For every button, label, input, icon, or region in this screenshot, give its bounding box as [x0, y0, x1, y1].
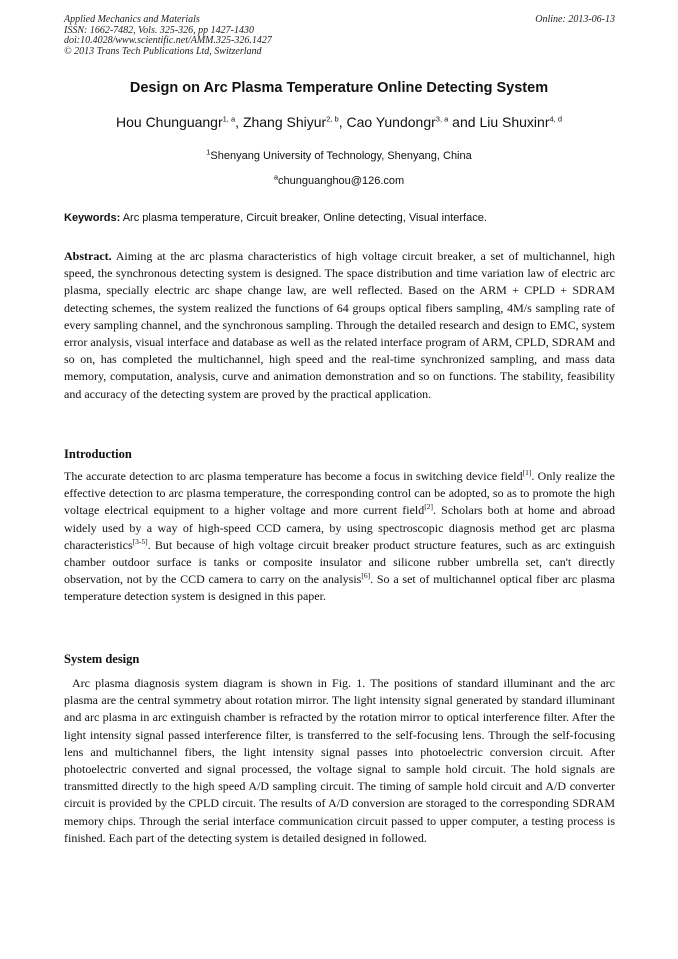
author-affiliation-mark: 3, a: [435, 114, 449, 124]
intro-text: The accurate detection to arc plasma temperature has become a focus in switching device field: [64, 469, 523, 483]
citation: [6]: [361, 571, 371, 581]
author-separator: and: [448, 114, 480, 130]
abstract-text: Aiming at the arc plasma characteristics of high voltage circuit breaker, a set of multichannel, high speed, the synchronous detecting system is designed. The space distribution and time variation law of electric arc plasma, specially electric arc shape change law, are well reflected. Based on the ARM + CPLD + SDRAM detecting schemes, the system realized the functions of 64 groups optical fibers sampling, 4M/s sampling rate of every sampling channel, and the synchronous sampling. Through the detailed research and design to EMC, system error analysis, visual interface and database as well as the related interface program of ARM, CPLD, SDRAM and so on, has completed the multichannel, high speed and the real-time synchronized sampling, and mass data memory, computation, analysis, curve and animation demonstration and so on functions. The stability, feasibility and accuracy of the detecting system are proved by the practical application.: [64, 249, 615, 401]
keywords: [64, 212, 615, 224]
author-separator: ,: [338, 114, 347, 130]
author-list: [0, 114, 678, 130]
system-design-paragraph: Arc plasma diagnosis system diagram is shown in Fig. 1. The positions of standard illuminant and the arc plasma are the central symmetry about rotation mirror. The light intensity signal generated by standard illuminant and arc plasma in arc extinguish chamber is refracted by the rotation mirror to optical interference filter. After the light intensity signal passed interference filter, is transferred to the self-focusing lens. Through the self-focusing lens and multichannel fibers, the light intensity signal passes into photoelectric conversion circuit. After photoelectric converted and signal processed, the voltage signal to sample hold circuit. The hold signals are transmitted directly to the high speed A/D sampling circuit. The timing of sample hold circuit and A/D converter circuit is provided by the CPLD circuit. The results of A/D conversion are storaged to the corresponding SDRAM memory chips. Through the serial interface communication circuit passed to upper computer, a testing process is finished. Each part of the detecting system is detailed designed in followed.: [64, 676, 615, 845]
affiliation-mark: 1: [206, 147, 211, 157]
author-affiliation-mark: 4, d: [549, 114, 562, 124]
keywords-text: Arc plasma temperature, Circuit breaker, Online detecting, Visual interface.: [122, 212, 487, 224]
intro-text: . But because of high voltage circuit breaker product structure features, such as arc extinguish chamber outdoor surface is tanks or composite insulator and silicone rubber umbrella set, can't directly observation, not by the CCD camera to carry on the analysis: [64, 537, 615, 587]
keywords-label: Keywords:: [64, 212, 121, 224]
intro-text: . Only realize the effective detection to arc plasma temperature, the corresponding control can be adopted, so as to promote the high voltage electrical equipment to a higher voltage and more current field: [64, 469, 615, 518]
citation: [3-5]: [132, 536, 148, 546]
introduction-heading: Introduction: [64, 447, 132, 461]
intro-text: . Scholars both at home and abroad widely used by a way of high-speed CCD camera, by using spectroscopic diagnosis method get arc plasma characteristics: [64, 503, 615, 552]
doi-line: doi:10.4028/www.scientific.net/AMM.325-326.1427: [64, 35, 272, 46]
journal-name: Applied Mechanics and Materials: [64, 14, 200, 25]
author-affiliation-mark: 2, b: [326, 114, 339, 124]
author-affiliation-mark: 1, a: [222, 114, 236, 124]
affiliation-text: Shenyang University of Technology, Shenyang, China: [210, 150, 472, 162]
copyright-line: © 2013 Trans Tech Publications Ltd, Switzerland: [64, 45, 262, 57]
citation: [2]: [424, 502, 433, 512]
abstract-label: Abstract.: [64, 249, 112, 263]
email-mark: a: [273, 172, 278, 182]
online-date: Online: 2013-06-13: [535, 14, 615, 25]
author-email: [0, 172, 678, 187]
issn-line: ISSN: 1662-7482, Vols. 325-326, pp 1427-1430: [64, 24, 254, 36]
author-name: Liu Shuxinr: [479, 114, 550, 130]
author-name: Zhang Shiyur: [242, 114, 327, 130]
abstract-paragraph: [64, 248, 615, 403]
running-header: [64, 15, 615, 57]
affiliation: [0, 147, 678, 162]
paper-title: Design on Arc Plasma Temperature Online Detecting System: [129, 80, 549, 96]
email-address: chunguanghou@126.com: [278, 175, 405, 187]
author-separator: ,: [235, 114, 243, 130]
author-name: Hou Chunguangr: [116, 114, 223, 130]
introduction-paragraph: [64, 468, 615, 606]
citation: [1]: [522, 468, 532, 477]
intro-text: . So a set of multichannel optical fiber arc plasma temperature detection system is designed in this paper.: [64, 572, 615, 604]
system-design-heading: System design: [64, 652, 140, 666]
author-name: Cao Yundongr: [346, 114, 436, 130]
